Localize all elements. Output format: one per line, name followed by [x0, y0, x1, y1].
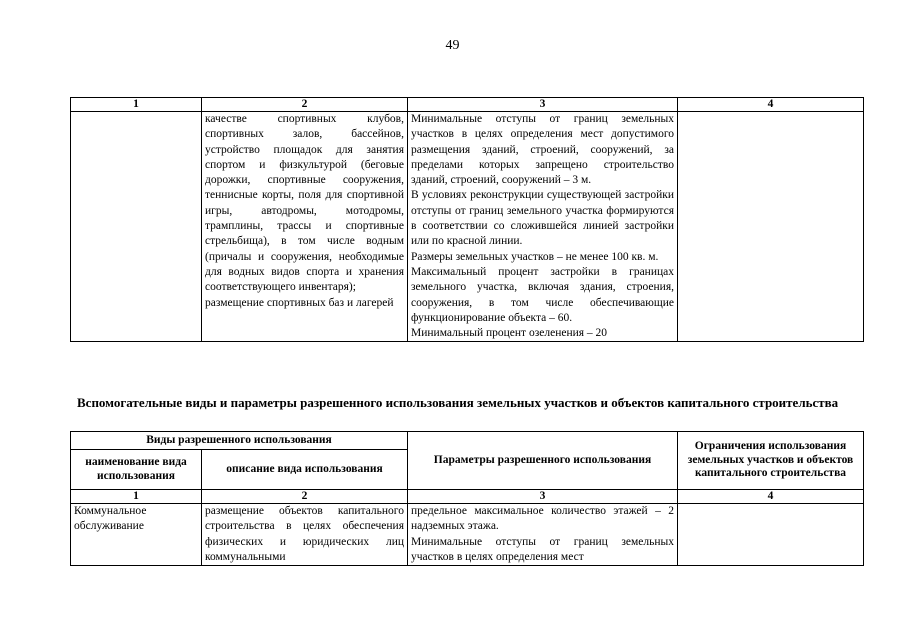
- zoning-table-continued: [70, 97, 864, 342]
- parameter-setbacks: Минимальные отступы от границ земельных участков в целях определения мест: [411, 535, 674, 563]
- use-description-cell: [202, 112, 408, 342]
- header-parameters: Параметры разрешенного использования: [408, 432, 678, 490]
- column-number-1: 1: [71, 490, 202, 504]
- column-number-2: 2: [202, 490, 408, 504]
- use-name-cell: [71, 112, 202, 342]
- use-description-cell: размещение объектов капитального строительства в целях обеспечения физических и юридических лиц коммунальными: [202, 504, 408, 566]
- section-heading: Вспомогательные виды и параметры разрешенного использования земельных участков и объектов капитального строительства: [77, 395, 839, 410]
- use-description-text: качестве спортивных клубов, спортивных залов, бассейнов, устройство площадок для занятия спортом и физкультурой (беговые дорожки, спортивные сооружения, теннисные корты, поля для спортивной игры, автодромы, мотодромы, трамплины, трассы и спортивные стрельбища), в том числе водным (причалы и сооружения, необходимые для водных видов спорта и хранения соответствующего инвентаря);: [205, 113, 404, 294]
- header-row-1: [71, 432, 864, 450]
- column-number-4: 4: [678, 98, 864, 112]
- use-name-cell: Коммунальное обслуживание: [71, 504, 202, 566]
- parameters-cell: [408, 112, 678, 342]
- table-row: [71, 112, 864, 342]
- column-number-2: 2: [202, 98, 408, 112]
- column-number-3: 3: [408, 98, 678, 112]
- limitations-cell: [678, 504, 864, 566]
- parameter-greenery-percent: Минимальный процент озеленения – 20: [411, 327, 608, 340]
- parameter-plot-size: Размеры земельных участков – не менее 100 кв. м.: [411, 250, 659, 263]
- header-limitations: Ограничения использования земельных участков и объектов капитального строительства: [678, 432, 864, 490]
- column-number-row: [71, 98, 864, 112]
- header-use-name: наименование вида использования: [71, 450, 202, 490]
- parameter-reconstruction: В условиях реконструкции существующей застройки отступы от границ земельного участка формируются в соответствии со сложившейся линией застройки или по красной линии.: [411, 189, 674, 248]
- table-row: [71, 504, 864, 566]
- column-number-3: 3: [408, 490, 678, 504]
- parameter-setbacks: Минимальные отступы от границ земельных участков в целях определения мест допустимого размещения зданий, строений, сооружений, за пределами которых запрещено строительство зданий, строений, сооружений – 3 м.: [411, 113, 674, 187]
- parameters-cell: [408, 504, 678, 566]
- header-use-types: Виды разрешенного использования: [71, 432, 408, 450]
- auxiliary-uses-table: [70, 431, 864, 566]
- use-description-text-2: размещение спортивных баз и лагерей: [205, 296, 394, 309]
- parameter-floors: предельное максимальное количество этажей – 2 надземных этажа.: [411, 505, 674, 533]
- page-number: 49: [445, 38, 460, 53]
- header-use-description: описание вида использования: [202, 450, 408, 490]
- limitations-cell: [678, 112, 864, 342]
- column-number-1: 1: [71, 98, 202, 112]
- column-number-4: 4: [678, 490, 864, 504]
- column-number-row: [71, 490, 864, 504]
- parameter-building-percent: Максимальный процент застройки в границах земельного участка, включая здания, строения, сооружения, в том числе обеспечивающие функционирование объекта – 60.: [411, 265, 674, 324]
